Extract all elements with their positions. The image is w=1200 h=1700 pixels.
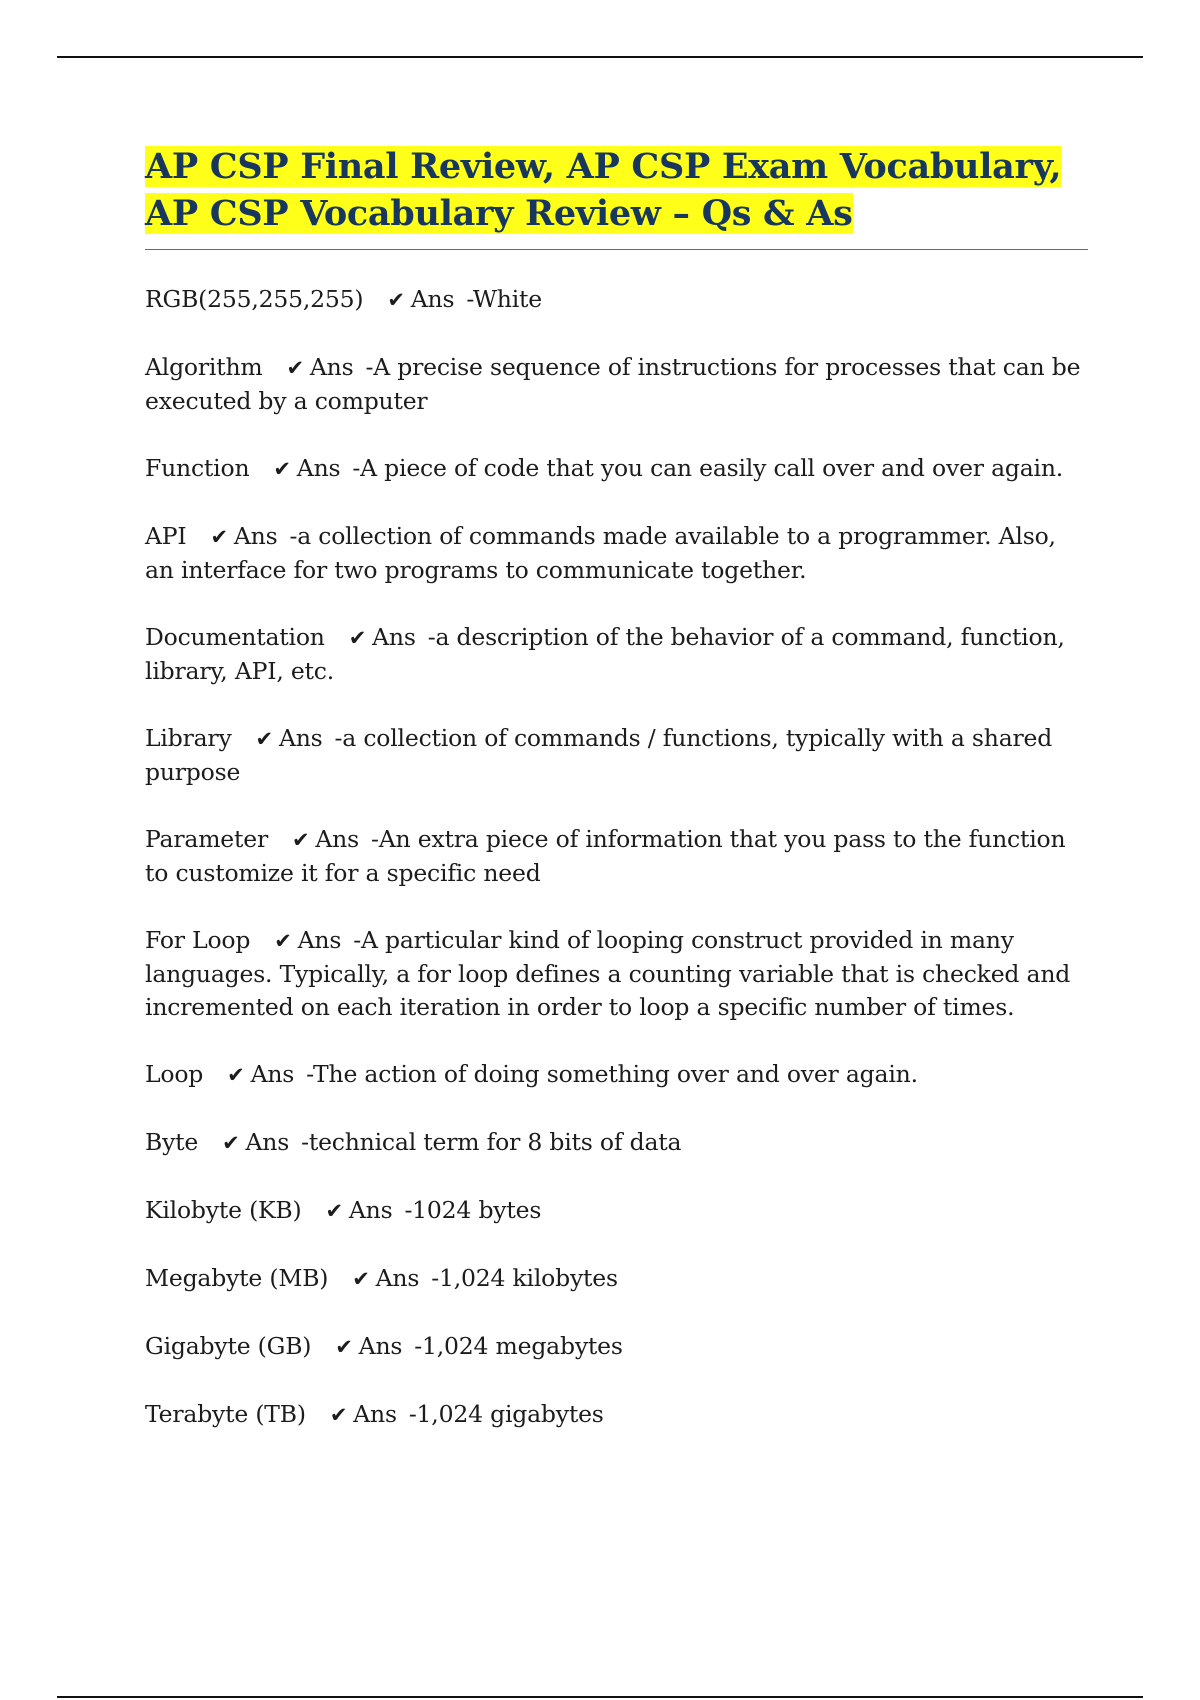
qa-item-megabyte (145, 1262, 1088, 1296)
qa-answer: -1024 bytes (404, 1196, 542, 1224)
qa-item-library (145, 722, 1088, 789)
qa-item-byte (145, 1126, 1088, 1160)
checkmark-icon: ✔ (387, 288, 405, 312)
qa-answer: -The action of doing something over and over again. (306, 1060, 918, 1088)
checkmark-icon: ✔ (222, 1131, 240, 1155)
qa-item-for-loop (145, 924, 1088, 1024)
qa-item-loop (145, 1058, 1088, 1092)
document-title-text: AP CSP Final Review, AP CSP Exam Vocabulary, AP CSP Vocabulary Review – Qs & As (145, 146, 1062, 234)
answer-label: Ans (245, 1128, 290, 1156)
checkmark-icon: ✔ (292, 828, 310, 852)
checkmark-icon: ✔ (352, 1267, 370, 1291)
answer-label: Ans (250, 1060, 295, 1088)
qa-item-kilobyte (145, 1194, 1088, 1228)
checkmark-icon: ✔ (348, 626, 367, 650)
qa-item-rgb (145, 283, 1088, 317)
title-underline (145, 249, 1088, 250)
qa-term: Megabyte (MB) (145, 1264, 329, 1292)
checkmark-icon: ✔ (325, 1199, 343, 1223)
qa-item-algorithm (145, 351, 1088, 418)
document-title (145, 143, 1088, 237)
qa-term: Kilobyte (KB) (145, 1196, 302, 1224)
qa-answer: -A particular kind of looping construct provided in many languages. Typically, a for loop defines a counting variable that is checked and incremented on each iteration in order to loop a specific number of times. (145, 926, 1071, 1021)
qa-answer: -a description of the behavior of a command, function, library, API, etc. (145, 623, 1065, 685)
page-header-rule (57, 56, 1143, 58)
checkmark-icon: ✔ (286, 356, 304, 380)
answer-label: Ans (348, 1196, 393, 1224)
answer-label: Ans (372, 623, 416, 651)
page-footer-rule (57, 1696, 1143, 1698)
checkmark-icon: ✔ (227, 1063, 245, 1087)
qa-answer: -1,024 kilobytes (431, 1264, 618, 1292)
answer-label: Ans (233, 522, 278, 550)
qa-term: Gigabyte (GB) (145, 1332, 312, 1360)
qa-item-function (145, 452, 1088, 486)
answer-label: Ans (309, 353, 354, 381)
qa-term: API (145, 522, 187, 550)
qa-term: Parameter (145, 825, 268, 853)
answer-label: Ans (375, 1264, 420, 1292)
answer-label: Ans (353, 1400, 397, 1428)
qa-item-parameter (145, 823, 1088, 890)
qa-term: For Loop (145, 926, 251, 954)
qa-term: Library (145, 724, 232, 752)
qa-answer: -a collection of commands / functions, typically with a shared purpose (145, 724, 1053, 786)
qa-answer: -1,024 gigabytes (408, 1400, 604, 1428)
qa-item-api (145, 520, 1088, 587)
checkmark-icon: ✔ (335, 1335, 353, 1359)
qa-term: Algorithm (145, 353, 263, 381)
answer-label: Ans (278, 724, 323, 752)
qa-answer: -1,024 megabytes (414, 1332, 623, 1360)
qa-term: Documentation (145, 623, 325, 651)
qa-term: RGB(255,255,255) (145, 285, 364, 313)
checkmark-icon: ✔ (255, 727, 273, 751)
qa-answer: -a collection of commands made available to a programmer. Also, an interface for two programs to communicate together. (145, 522, 1056, 584)
answer-label: Ans (410, 285, 455, 313)
qa-answer: -A piece of code that you can easily call over and over again. (352, 454, 1064, 482)
qa-answer: -technical term for 8 bits of data (301, 1128, 682, 1156)
qa-answer: -An extra piece of information that you pass to the function to customize it for a specific need (145, 825, 1066, 887)
qa-term: Terabyte (TB) (145, 1400, 306, 1428)
checkmark-icon: ✔ (329, 1403, 348, 1427)
qa-term: Loop (145, 1060, 204, 1088)
qa-item-documentation (145, 621, 1088, 688)
qa-item-terabyte (145, 1398, 1088, 1432)
answer-label: Ans (358, 1332, 403, 1360)
qa-answer: -A precise sequence of instructions for processes that can be executed by a computer (145, 353, 1081, 415)
qa-item-gigabyte (145, 1330, 1088, 1364)
qa-list (145, 283, 1088, 1432)
checkmark-icon: ✔ (210, 525, 228, 549)
qa-term: Function (145, 454, 250, 482)
answer-label: Ans (315, 825, 359, 853)
qa-term: Byte (145, 1128, 199, 1156)
checkmark-icon: ✔ (274, 929, 292, 953)
document-body (145, 143, 1088, 1466)
checkmark-icon: ✔ (273, 457, 291, 481)
answer-label: Ans (296, 454, 341, 482)
answer-label: Ans (297, 926, 342, 954)
qa-answer: -White (466, 285, 542, 313)
